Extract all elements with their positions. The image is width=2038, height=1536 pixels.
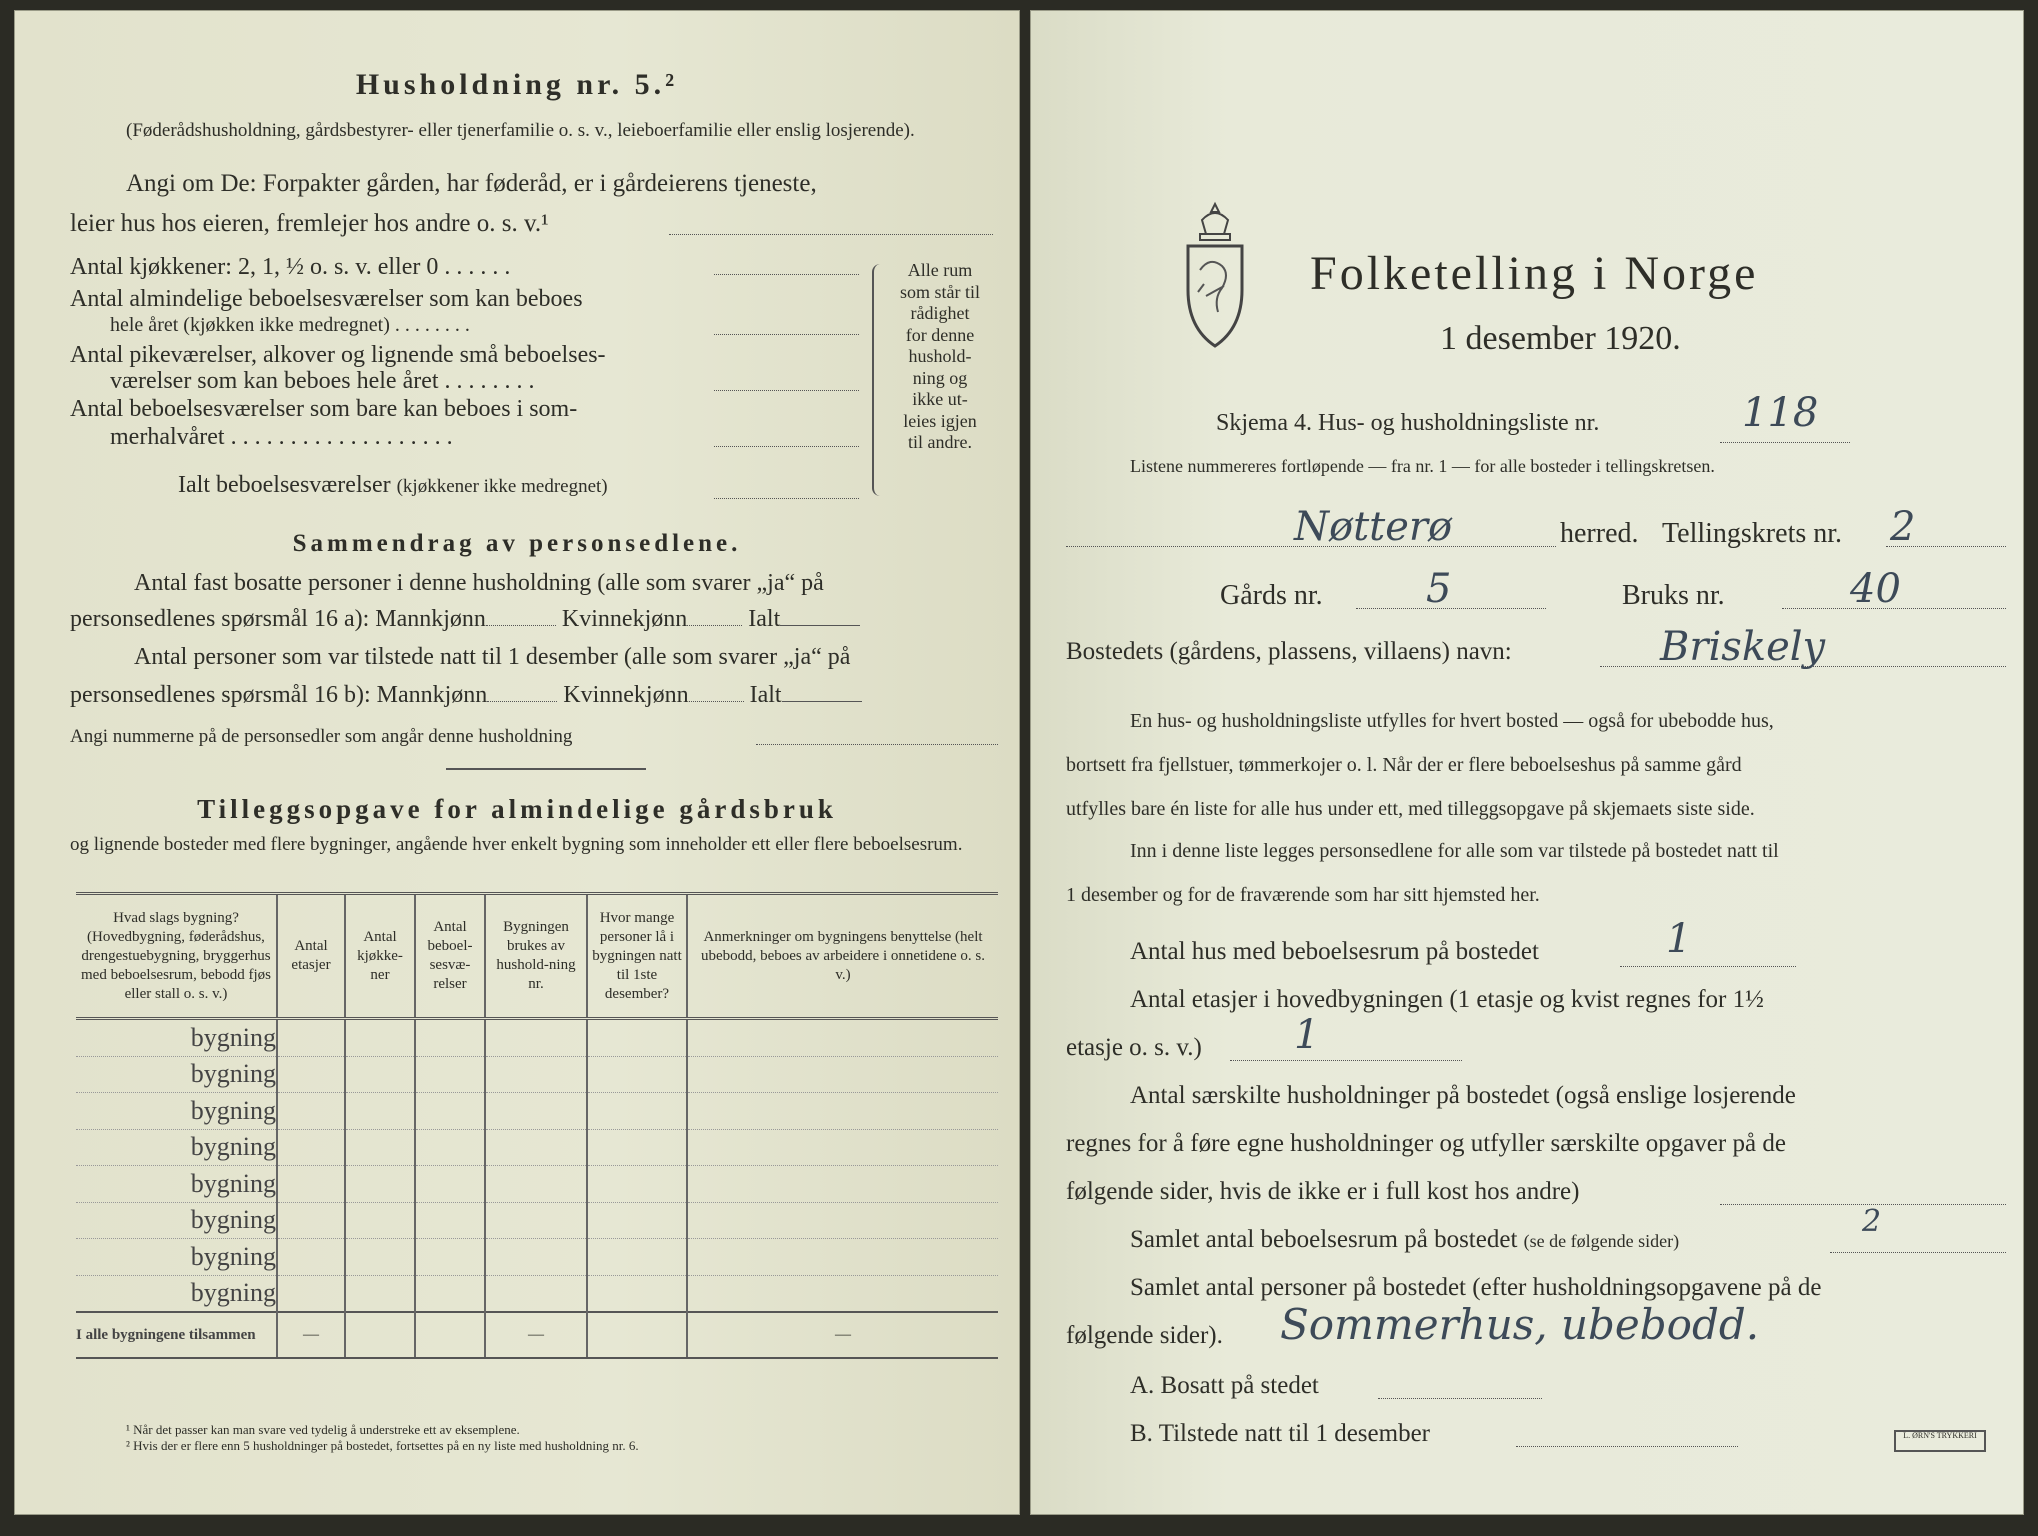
table-cell (485, 1202, 587, 1239)
bracket-note-line: ikke ut- (912, 389, 968, 409)
summary-b-label: personsedlenes spørsmål 16 b): Mannkjønn (70, 682, 488, 708)
building-label: bygning (76, 1019, 277, 1057)
rooms-total-line (714, 498, 859, 499)
table-cell (587, 1129, 687, 1166)
building-label: bygning (76, 1056, 277, 1093)
samlet-pers-value: Sommerhus, ubebodd. (1280, 1300, 1760, 1349)
rooms-line-3 (714, 390, 859, 391)
samlet-rum-value: 2 (1862, 1204, 1882, 1239)
table-cell (687, 1056, 998, 1093)
bracket-note-line: til andre. (908, 432, 972, 452)
table-row (76, 1129, 998, 1166)
farm-subtitle: og lignende bosteder med flere bygninger, angående hver enkelt bygning som inneholder ett eller flere beboelsesrum. (70, 834, 963, 855)
para1-3: utfylles bare én liste for alle hus under ett, med tilleggsopgave på skjemaets siste side. (1066, 798, 1755, 820)
table-cell (587, 1166, 687, 1203)
hus-line (1620, 966, 1796, 967)
ask-answer-line (669, 234, 993, 235)
bruks-value: 40 (1850, 566, 1901, 612)
rooms-maid-1: Antal pikeværelser, alkover og lignende små beboelses- (70, 342, 606, 368)
table-cell (277, 1275, 345, 1312)
rooms-maid-2: værelser som kan beboes hele året . . . . . . . . (110, 368, 535, 394)
table-cell (345, 1129, 415, 1166)
etasjer-2: etasje o. s. v.) (1066, 1034, 1202, 1061)
krets-label: Tellingskrets nr. (1662, 518, 1843, 549)
table-cell (415, 1129, 485, 1166)
sum-dash: — (277, 1312, 345, 1358)
table-cell (587, 1275, 687, 1312)
ask-line-2: leier hus hos eieren, fremlejer hos andre o. s. v.¹ (70, 210, 549, 237)
etasjer-line (1230, 1060, 1462, 1061)
building-label: bygning (76, 1275, 277, 1312)
angi-numre-line (756, 744, 998, 745)
table-cell (485, 1166, 587, 1203)
summary-a-ialt: Ialt (748, 606, 781, 632)
bracket-note-line: for denne (905, 324, 975, 345)
table-row (76, 1019, 998, 1057)
table-cell (587, 1202, 687, 1239)
table-cell (415, 1239, 485, 1276)
table-cell (687, 1239, 998, 1276)
footnote-2: ² Hvis der er flere enn 5 husholdninger på bostedet, fortsettes på en ny liste med husholdning nr. 6. (126, 1438, 639, 1453)
col-remarks: Anmerkninger om bygningens benyttelse (helt ubebodd, beboes av arbeidere i onnetidene o. s. v.) (687, 894, 998, 1019)
summary-a-kvinne: Kvinnekjønn (561, 606, 688, 632)
summary-b-kvinne: Kvinnekjønn (563, 682, 689, 708)
table-cell (345, 1056, 415, 1093)
table-cell (687, 1166, 998, 1203)
table-sum-row (76, 1312, 998, 1358)
table-row (76, 1202, 998, 1239)
table-cell (345, 1202, 415, 1239)
table-cell (587, 1239, 687, 1276)
table-cell (687, 1093, 998, 1130)
table-cell (587, 1019, 687, 1057)
bracket-note-line: rådighet (910, 303, 970, 323)
building-label: bygning (76, 1093, 277, 1130)
summary-b-ialt: Ialt (749, 682, 782, 708)
table-cell (415, 1056, 485, 1093)
table-cell (345, 1019, 415, 1057)
summary-a-label: personsedlenes spørsmål 16 a): Mannkjønn (70, 606, 486, 632)
printer-stamp (1894, 1430, 1986, 1452)
section-divider (446, 768, 646, 770)
bosted-label: Bostedets (gårdens, plassens, villaens) navn: (1066, 638, 1512, 665)
table-cell (687, 1275, 998, 1312)
samlet-rum (1130, 1226, 1679, 1254)
table-cell (415, 1093, 485, 1130)
col-floors: Antal etasjer (277, 894, 345, 1019)
table-cell (485, 1129, 587, 1166)
table-cell (277, 1093, 345, 1130)
tilstede-line (1516, 1446, 1738, 1447)
rooms-ordinary-2: hele året (kjøkken ikke medregnet) . . . . . . . . (110, 314, 470, 336)
table-cell (485, 1093, 587, 1130)
left-page (14, 10, 1020, 1515)
rooms-line-2 (714, 334, 859, 335)
para2-2: 1 desember og for de fraværende som har sitt hjemsted her. (1066, 884, 1540, 906)
census-title: Folketelling i Norge (1310, 247, 1759, 300)
table-cell (277, 1129, 345, 1166)
para1-2: bortsett fra fjellstuer, tømmerkojer o. l. Når der er flere beboelseshus på samme gård (1066, 754, 1742, 776)
table-cell (587, 1312, 687, 1358)
table-row (76, 1166, 998, 1203)
bruks-label: Bruks nr. (1622, 580, 1725, 611)
buildings-table (76, 892, 998, 1359)
building-label: bygning (76, 1166, 277, 1203)
hus-label: Antal hus med beboelsesrum på bostedet (1130, 938, 1539, 965)
sum-dash: — (485, 1312, 587, 1358)
skjema-label: Skjema 4. Hus- og husholdningsliste nr. (1216, 410, 1600, 436)
table-cell (485, 1019, 587, 1057)
samlet-rum-line (1830, 1252, 2006, 1253)
bosatt-line (1378, 1398, 1542, 1399)
col-persons: Hvor mange personer lå i bygningen natt til 1ste desember? (587, 894, 687, 1019)
summary-b-1: Antal personer som var tilstede natt til 1 desember (alle som svarer „ja“ på (134, 644, 851, 670)
listene-note: Listene nummereres fortløpende — fra nr. 1 — for alle bosteder i tellingskretsen. (1130, 456, 1715, 476)
table-cell (587, 1093, 687, 1130)
table-cell (485, 1056, 587, 1093)
table-cell (485, 1239, 587, 1276)
gards-value: 5 (1426, 566, 1452, 612)
table-row (76, 1275, 998, 1312)
skjema-nr: 118 (1742, 390, 1819, 436)
etasjer-1: Antal etasjer i hovedbygningen (1 etasje og kvist regnes for 1½ (1130, 986, 1764, 1013)
para1-1: En hus- og husholdningsliste utfylles for hvert bosted — også for ubebodde hus, (1130, 710, 1774, 732)
building-label: bygning (76, 1239, 277, 1276)
gards-label: Gårds nr. (1220, 580, 1323, 611)
bracket-note-line: ning og (912, 367, 968, 388)
census-date: 1 desember 1920. (1440, 320, 1681, 357)
table-cell (415, 1312, 485, 1358)
rooms-ordinary-1: Antal almindelige beboelsesværelser som kan beboes (70, 286, 583, 312)
table-cell (345, 1093, 415, 1130)
table-cell (415, 1166, 485, 1203)
table-cell (687, 1129, 998, 1166)
household-title: Husholdning nr. 5.² (355, 68, 679, 101)
rooms-total (178, 472, 608, 499)
bracket-note-line: hushold- (908, 346, 972, 366)
col-building-type: Hvad slags bygning? (Hovedbygning, føderådshus, drengestuebygning, bryggerhus med beboelsesrum, bebodd fjøs eller stall o. s. v.) (76, 894, 277, 1019)
table-cell (277, 1019, 345, 1057)
right-page (1030, 10, 2024, 1515)
rooms-line-4 (714, 446, 859, 447)
sum-dash: — (687, 1312, 998, 1358)
tilstede-label: B. Tilstede natt til 1 desember (1130, 1420, 1430, 1447)
rooms-line-1 (714, 274, 859, 275)
summary-b-2 (70, 682, 862, 709)
table-cell (277, 1166, 345, 1203)
samlet-rum-note: (se de følgende sider) (1523, 1231, 1680, 1251)
krets-value: 2 (1890, 504, 1916, 550)
para2-1: Inn i denne liste legges personsedlene for alle som var tilstede på bostedet natt til (1130, 840, 1779, 862)
angi-numre: Angi nummerne på de personsedler som angår denne husholdning (70, 726, 573, 747)
ask-line-1: Angi om De: Forpakter gården, har føderåd, er i gårdeierens tjeneste, (126, 170, 817, 197)
samlet-rum-label: Samlet antal beboelsesrum på bostedet (1130, 1226, 1518, 1253)
table-cell (345, 1275, 415, 1312)
sarskilte-3: følgende sider, hvis de ikke er i full kost hos andre) (1066, 1178, 1580, 1205)
bosatt-label: A. Bosatt på stedet (1130, 1372, 1319, 1399)
rooms-total-label: Ialt beboelsesværelser (178, 472, 391, 498)
bosted-value: Briskely (1660, 624, 1826, 670)
table-cell (345, 1312, 415, 1358)
rooms-total-note: (kjøkkener ikke medregnet) (396, 476, 608, 497)
etasjer-value: 1 (1294, 1012, 1320, 1058)
building-label: bygning (76, 1129, 277, 1166)
samlet-pers-1: Samlet antal personer på bostedet (efter husholdningsopgavene på de (1130, 1274, 1822, 1301)
sarskilte-2: regnes for å føre egne husholdninger og utfyller særskilte opgaver på de (1066, 1130, 1786, 1157)
printer-stamp-text: L. ØRN'S TRYKKERI (1903, 1431, 1977, 1440)
bracket-note-line: som står til (900, 281, 980, 302)
building-label: bygning (76, 1202, 277, 1239)
rooms-kitchens: Antal kjøkkener: 2, 1, ½ o. s. v. eller 0 . . . . . . (70, 254, 511, 280)
table-row (76, 1056, 998, 1093)
samlet-pers-2: følgende sider). (1066, 1322, 1223, 1349)
table-row (76, 1093, 998, 1130)
table-cell (277, 1202, 345, 1239)
table-row (76, 1239, 998, 1276)
col-household-nr: Bygningen brukes av hushold-ning nr. (485, 894, 587, 1019)
summary-a-2 (70, 606, 860, 633)
summary-title: Sammendrag av personsedlene. (292, 530, 742, 557)
footnote-1: ¹ Når det passer kan man svare ved tydelig å understreke ett av eksemplene. (126, 1422, 520, 1437)
farm-title: Tilleggsopgave for almindelige gårdsbruk (197, 794, 837, 824)
table-cell (345, 1166, 415, 1203)
bracket-note-line: leies igjen (903, 410, 977, 431)
col-rooms: Antal beboel-sesvæ-relser (415, 894, 485, 1019)
table-cell (415, 1019, 485, 1057)
sarskilte-1: Antal særskilte husholdninger på bostedet (også enslige losjerende (1130, 1082, 1796, 1109)
rooms-bracket-note (880, 260, 1000, 454)
herred-label: herred. (1560, 518, 1639, 549)
sum-label: I alle bygningene tilsammen (76, 1312, 277, 1358)
table-cell (687, 1202, 998, 1239)
household-note: (Føderådshusholdning, gårdsbestyrer- eller tjenerfamilie o. s. v., leieboerfamilie eller enslig losjerende). (126, 120, 915, 141)
coat-of-arms-icon (1180, 200, 1250, 360)
rooms-summer-1: Antal beboelsesværelser som bare kan beboes i som- (70, 396, 578, 422)
table-cell (277, 1239, 345, 1276)
table-cell (277, 1056, 345, 1093)
col-kitchens: Antal kjøkke-ner (345, 894, 415, 1019)
table-cell (687, 1019, 998, 1057)
bracket-note-line: Alle rum (907, 260, 973, 280)
table-cell (415, 1202, 485, 1239)
rooms-summer-2: merhalvåret . . . . . . . . . . . . . . . . . . . (110, 424, 453, 450)
summary-a-1: Antal fast bosatte personer i denne husholdning (alle som svarer „ja“ på (134, 570, 824, 596)
herred-value: Nøtterø (1294, 504, 1453, 550)
hus-value: 1 (1666, 916, 1692, 962)
table-cell (587, 1056, 687, 1093)
table-cell (485, 1275, 587, 1312)
table-cell (345, 1239, 415, 1276)
table-cell (415, 1275, 485, 1312)
